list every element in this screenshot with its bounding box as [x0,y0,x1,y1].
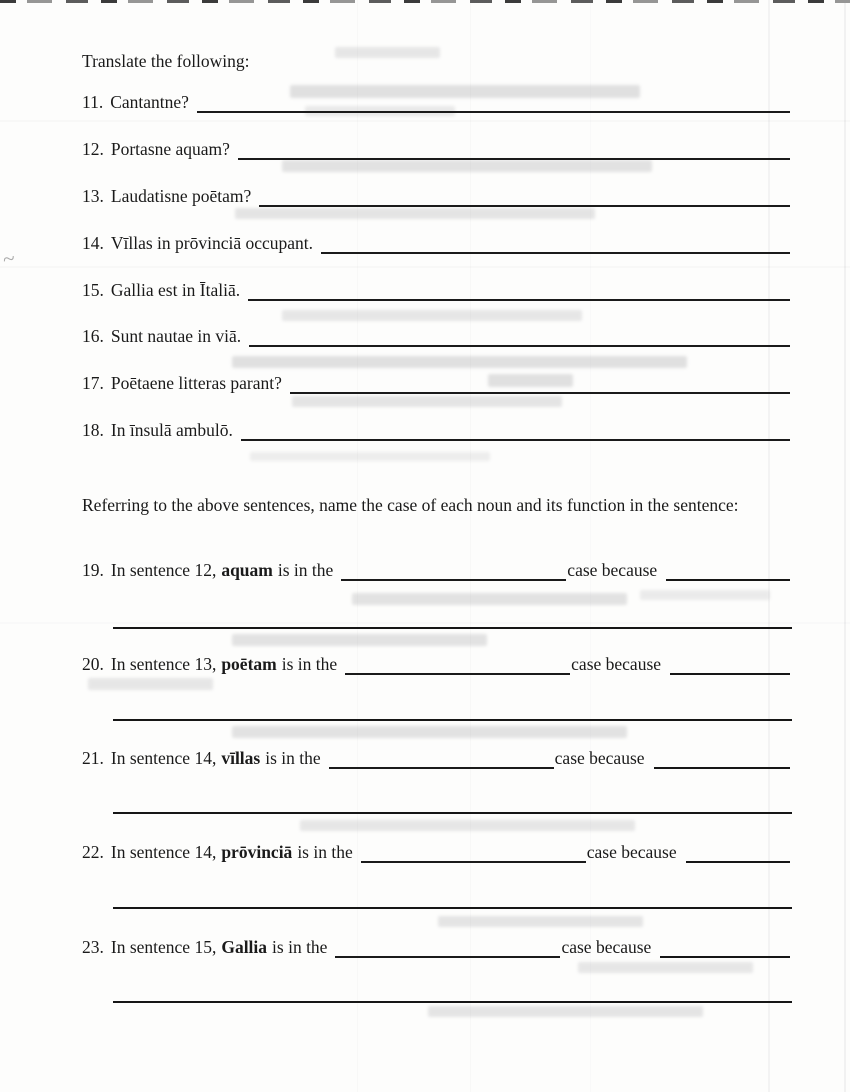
bleed-artifact [232,356,687,368]
answer-blank [290,390,790,394]
case-question-text: is in the [265,748,321,768]
bleed-artifact [438,916,643,927]
bleed-artifact [232,634,487,646]
case-question-text: is in the [272,937,328,957]
item-number: 17. [82,373,104,393]
connector-text: case because [567,560,658,580]
continuation-line [113,812,792,814]
connector-text: case because [561,937,652,957]
item-number: 21. [82,748,104,768]
continuation-line [113,1001,792,1003]
pencil-mark-artifact: ~ [0,245,17,272]
connector-text: case because [554,748,645,768]
item-number: 12. [82,139,104,159]
translate-item-17 [82,372,790,394]
sentence-reference: In sentence 12, [110,560,217,580]
connector-text: case because [571,654,662,674]
item-number: 11. [82,92,104,112]
reason-answer-blank [670,671,790,675]
case-answer-blank [341,577,566,581]
bleed-artifact [300,820,635,831]
item-number: 15. [82,280,104,300]
bleed-artifact [578,962,753,973]
item-number: 20. [82,654,104,674]
latin-sentence: Sunt nautae in viā. [110,326,242,346]
latin-sentence: Portasne aquam? [110,139,230,159]
bleed-artifact [282,160,652,172]
case-item-22 [82,841,790,863]
sentence-reference: In sentence 13, [110,654,217,674]
latin-noun: poētam [221,654,277,674]
latin-noun: Gallia [221,937,268,957]
translate-item-13 [82,185,790,207]
answer-blank [248,297,790,301]
case-answer-blank [345,671,570,675]
answer-blank [321,250,790,254]
sentence-reference: In sentence 15, [110,937,217,957]
item-number: 13. [82,186,104,206]
sentence-reference: In sentence 14, [110,748,217,768]
case-answer-blank [329,765,554,769]
vstreak-artifact [768,0,770,1092]
vstreak-artifact [357,0,358,1092]
bleed-artifact [335,47,440,58]
item-number: 22. [82,842,104,862]
bleed-artifact [232,726,627,738]
latin-sentence: Vīllas in prōvinciā occupant. [110,233,314,253]
bleed-artifact [292,396,562,407]
bleed-artifact [88,678,213,690]
latin-sentence: Laudatisne poētam? [110,186,252,206]
reason-answer-blank [686,859,790,863]
hstreak-artifact [0,120,850,122]
case-item-20 [82,653,790,675]
case-answer-blank [335,954,560,958]
answer-blank [241,437,790,441]
answer-blank [249,343,790,347]
translate-item-15 [82,279,790,301]
translate-item-16 [82,325,790,347]
item-number: 23. [82,937,104,957]
translate-item-11 [82,91,790,113]
latin-sentence: Gallia est in Ītaliā. [110,280,241,300]
bleed-artifact [640,590,770,600]
item-number: 16. [82,326,104,346]
item-number: 14. [82,233,104,253]
case-question-text: is in the [277,560,334,580]
latin-sentence: Poētaene litteras parant? [110,373,282,393]
answer-blank [197,109,790,113]
reason-answer-blank [660,954,790,958]
item-number: 18. [82,420,104,440]
latin-noun: vīllas [221,748,261,768]
case-question-text: is in the [281,654,338,674]
bleed-artifact [352,593,627,605]
case-question-text: is in the [297,842,353,862]
case-section-instructions: Referring to the above sentences, name the case of each noun and its function in the sentence: [82,495,739,515]
item-number: 19. [82,560,104,580]
case-item-23 [82,936,790,958]
latin-sentence: Cantantne? [110,92,189,112]
connector-text: case because [586,842,677,862]
sentence-reference: In sentence 14, [110,842,217,862]
answer-blank [238,156,790,160]
latin-sentence: In īnsulā ambulō. [110,420,233,440]
case-item-21 [82,747,790,769]
bleed-artifact [282,310,582,321]
case-item-19 [82,559,790,581]
hstreak-artifact [0,622,850,624]
latin-noun: prōvinciā [221,842,293,862]
scan-cutoff-artifact [0,0,850,4]
vstreak-artifact [590,0,591,1092]
vstreak-artifact [470,0,471,1092]
bleed-artifact [250,452,490,461]
continuation-line [113,719,792,721]
answer-blank [259,203,790,207]
translate-section-heading: Translate the following: [82,51,250,71]
case-answer-blank [361,859,586,863]
hstreak-artifact [0,266,850,268]
reason-answer-blank [666,577,790,581]
translate-item-18 [82,419,790,441]
translate-item-14 [82,232,790,254]
vstreak-artifact [844,0,846,1092]
translate-item-12 [82,138,790,160]
bleed-artifact [235,208,595,219]
continuation-line [113,627,792,629]
continuation-line [113,907,792,909]
reason-answer-blank [654,765,790,769]
latin-noun: aquam [221,560,273,580]
